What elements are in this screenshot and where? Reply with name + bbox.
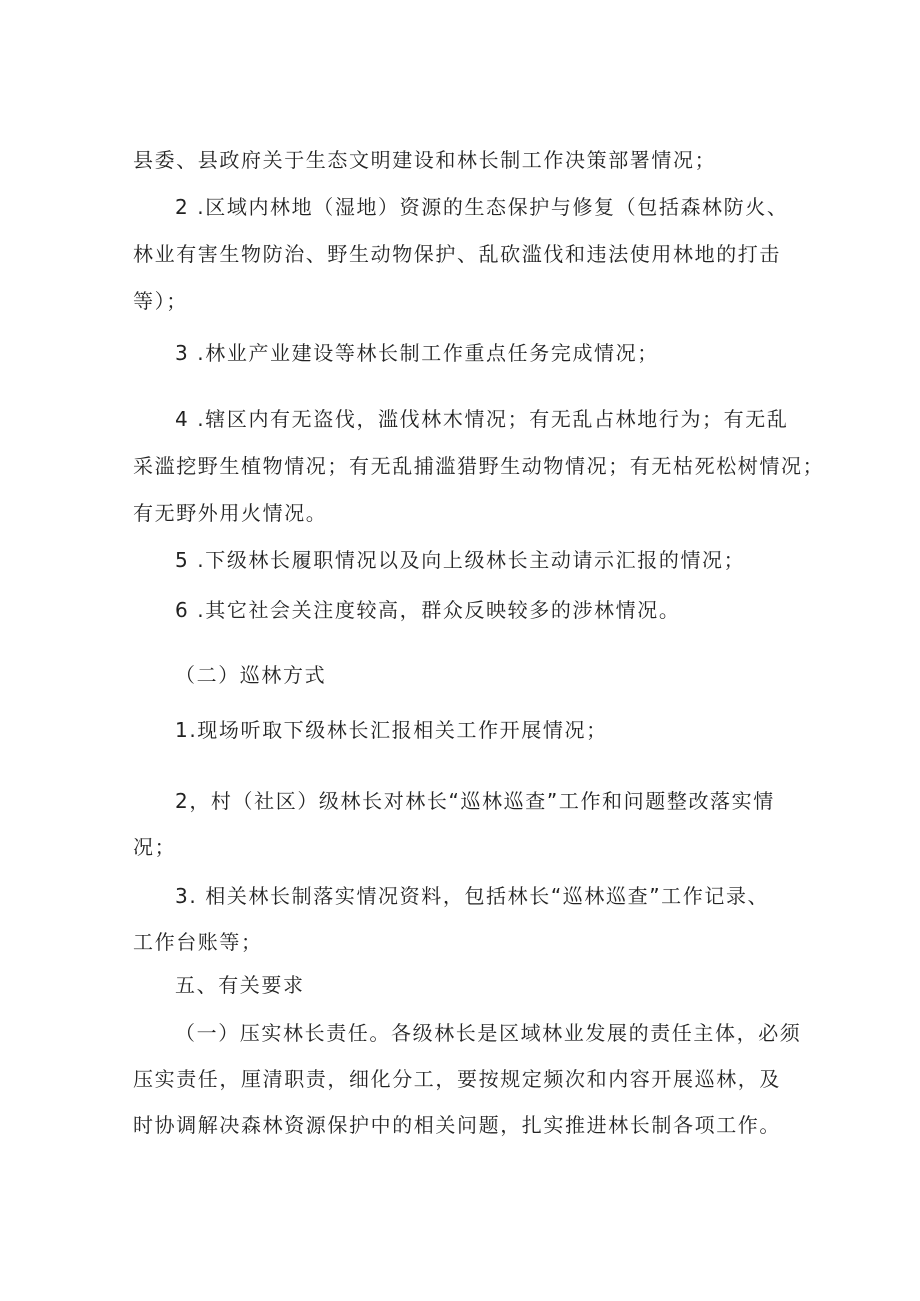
section-heading-patrol-method: （二）巡林方式	[175, 663, 327, 687]
item-2-line-3: 等）；	[133, 289, 188, 313]
requirement-1-line-2: 压实责任，厘清职责，细化分工，要按规定频次和内容开展巡林，及	[133, 1067, 781, 1091]
section-heading-requirements: 五、有关要求	[175, 973, 305, 997]
method-1: 1.现场听取下级林长汇报相关工作开展情况；	[175, 718, 608, 742]
item-5: 5 .下级林长履职情况以及向上级林长主动请示汇报的情况；	[175, 548, 746, 572]
method-3-line-1: 3. 相关林长制落实情况资料，包括林长“巡林巡查”工作记录、	[175, 884, 770, 908]
item-4-line-1: 4 .辖区内有无盗伐，滥伐林木情况；有无乱占林地行为；有无乱	[175, 407, 789, 431]
method-2-line-2: 况；	[133, 835, 177, 859]
text-line-1: 县委、县政府关于生态文明建设和林长制工作决策部署情况；	[133, 148, 717, 172]
item-2-line-1: 2 .区域内林地（湿地）资源的生态保护与修复（包括森林防火、	[175, 195, 789, 219]
item-2-line-2: 林业有害生物防治、野生动物保护、乱砍滥伐和违法使用林地的打击	[133, 242, 781, 266]
requirement-1-line-3: 时协调解决森林资源保护中的相关问题，扎实推进林长制各项工作。	[133, 1113, 781, 1137]
method-3-line-2: 工作台账等；	[133, 930, 263, 954]
method-2-line-1: 2，村（社区）级林长对林长“巡林巡查”工作和问题整改落实情	[175, 789, 775, 813]
item-4-line-3: 有无野外用火情况。	[133, 501, 328, 525]
item-4-line-2: 采滥挖野生植物情况；有无乱捕滥猎野生动物情况；有无枯死松树情况；	[133, 454, 825, 478]
item-3: 3 .林业产业建设等林长制工作重点任务完成情况；	[175, 341, 659, 365]
requirement-1-line-1: （一）压实林长责任。各级林长是区域林业发展的责任主体，必须	[175, 1021, 802, 1045]
item-6: 6 .其它社会关注度较高，群众反映较多的涉林情况。	[175, 598, 681, 622]
